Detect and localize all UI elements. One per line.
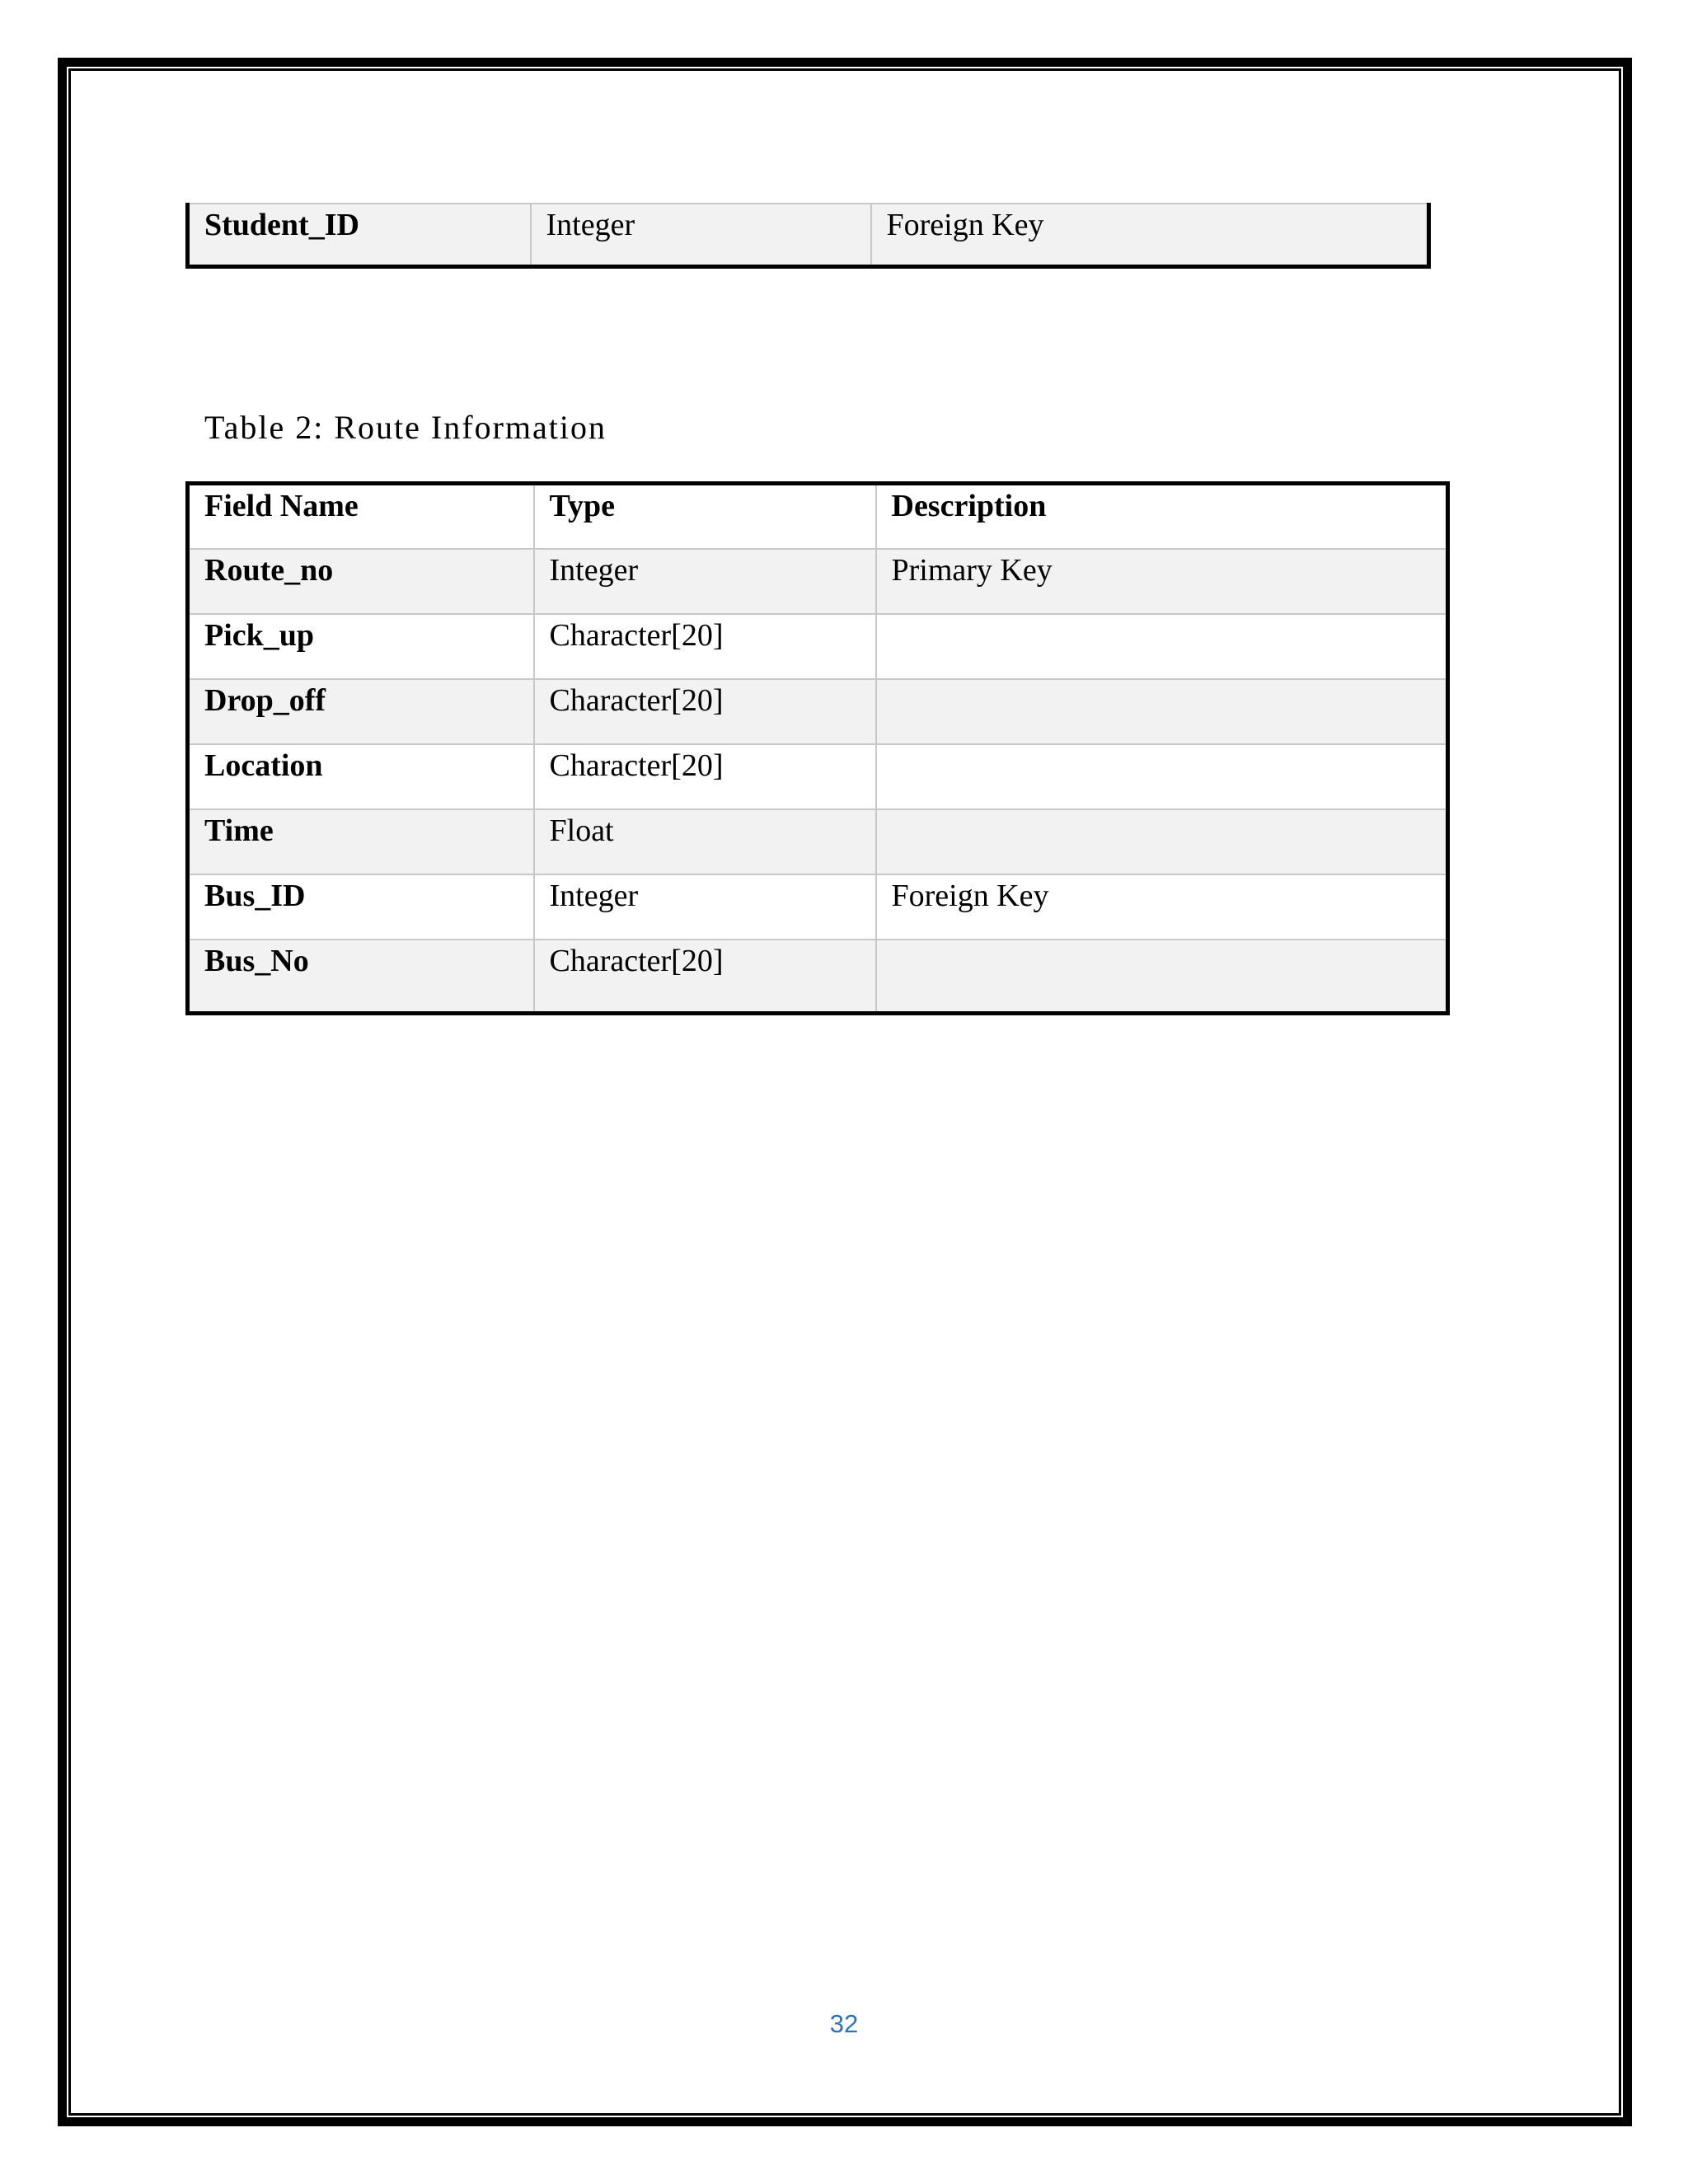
header-description: Description <box>876 484 1448 549</box>
table-row <box>188 204 1429 266</box>
description-cell <box>876 614 1448 679</box>
description-cell: Foreign Key <box>871 204 1429 266</box>
table-row <box>188 940 1448 1014</box>
description-cell <box>876 809 1448 874</box>
description-cell: Primary Key <box>876 549 1448 614</box>
description-cell <box>876 940 1448 1014</box>
description-cell <box>876 679 1448 744</box>
field-name-cell: Time <box>188 809 534 874</box>
table-row <box>188 679 1448 744</box>
header-type: Type <box>534 484 876 549</box>
field-name-cell: Student_ID <box>188 204 531 266</box>
type-cell: Character[20] <box>534 679 876 744</box>
page-number: 32 <box>829 2009 859 2038</box>
student-table-continued <box>185 203 1431 269</box>
table-row <box>188 614 1448 679</box>
description-cell: Foreign Key <box>876 874 1448 940</box>
type-cell: Integer <box>534 874 876 940</box>
field-name-cell: Drop_off <box>188 679 534 744</box>
field-name-cell: Route_no <box>188 549 534 614</box>
description-cell <box>876 744 1448 809</box>
type-cell: Character[20] <box>534 614 876 679</box>
table-row <box>188 809 1448 874</box>
route-information-table <box>185 481 1450 1015</box>
field-name-cell: Bus_No <box>188 940 534 1014</box>
table-row <box>188 744 1448 809</box>
field-name-cell: Bus_ID <box>188 874 534 940</box>
table-header-row <box>188 484 1448 549</box>
header-field-name: Field Name <box>188 484 534 549</box>
type-cell: Float <box>534 809 876 874</box>
type-cell: Character[20] <box>534 940 876 1014</box>
type-cell: Integer <box>531 204 871 266</box>
page-border-inner <box>68 68 1621 2116</box>
table-row <box>188 549 1448 614</box>
field-name-cell: Pick_up <box>188 614 534 679</box>
type-cell: Integer <box>534 549 876 614</box>
field-name-cell: Location <box>188 744 534 809</box>
table-caption: Table 2: Route Information <box>204 409 607 446</box>
type-cell: Character[20] <box>534 744 876 809</box>
table-row <box>188 874 1448 940</box>
